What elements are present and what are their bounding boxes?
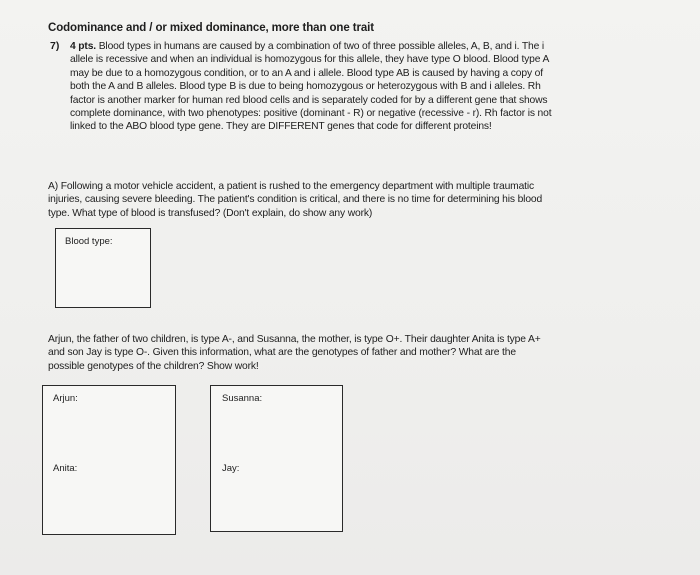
- part-a-line: A) Following a motor vehicle accident, a patient is rushed to the emergency department with multiple traumatic: [48, 181, 535, 192]
- question-line: both the A and B alleles. Blood type B is due to being homozygous or heterozygous with B and i alleles. Rh: [70, 81, 541, 93]
- susanna-label: Susanna:: [222, 393, 263, 404]
- question-line: linked to the ABO blood type gene. They are DIFFERENT genes that code for different proteins!: [70, 121, 492, 133]
- question-number: 7): [50, 40, 60, 52]
- jay-label: Jay:: [222, 463, 240, 474]
- question-line: [70, 40, 670, 53]
- question-line: may be due to a homozygous condition, or to an A and i allele. Blood type AB is caused by having a copy of: [70, 67, 543, 79]
- question-line: complete dominance, with two phenotypes: positive (dominant - R) or negative (recessive - r). Rh factor is not: [70, 108, 552, 120]
- section-heading: Codominance and / or mixed dominance, more than one trait: [48, 22, 374, 34]
- blood-type-label: Blood type:: [65, 236, 113, 247]
- question-line: allele is recessive and when an individual is homozygous for this allele, they have type O blood. Blood type A: [70, 54, 550, 66]
- arjun-label: Arjun:: [53, 393, 78, 404]
- mother-children-answer-box[interactable]: [210, 385, 343, 532]
- part-b-line: possible genotypes of the children? Show work!: [48, 360, 259, 372]
- part-a-text: [48, 180, 668, 220]
- anita-label: Anita:: [53, 463, 78, 474]
- question-points: 4 pts.: [70, 41, 96, 52]
- part-a-line: injuries, causing severe bleeding. The patient's condition is critical, and there is no time for determining his blood: [48, 194, 543, 206]
- part-b-text: [48, 333, 668, 373]
- part-a-line: type. What type of blood is transfused? (Don't explain, do show any work): [48, 207, 373, 219]
- question-7-text: [70, 40, 670, 134]
- part-b-line: Arjun, the father of two children, is type A-, and Susanna, the mother, is type O+. Their daughter Anita is type A+: [48, 334, 541, 345]
- father-children-answer-box[interactable]: [42, 385, 176, 535]
- part-b-line: and son Jay is type O-. Given this information, what are the genotypes of father and mother? What are the: [48, 347, 516, 359]
- question-line-text: Blood types in humans are caused by a combination of two of three possible alleles, A, B, and i. The i: [96, 41, 544, 52]
- question-line: factor is another marker for human red blood cells and is separately coded for by a different gene that shows: [70, 94, 548, 106]
